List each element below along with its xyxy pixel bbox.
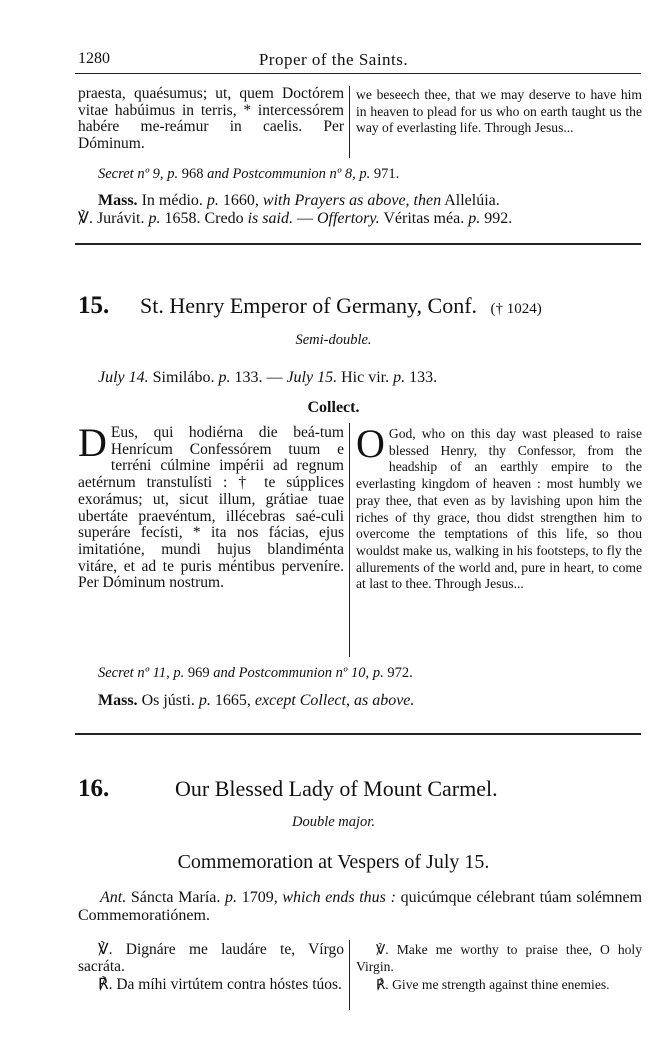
section-rule-2 [75,733,641,735]
feast-15-vigil: July 14. Similábo. p. 133. — July 15. Hic vir. p. 133. [98,369,438,386]
english-drop-cap: O [356,421,385,466]
versicle-latin: ℣. Dignáre me laudáre te, Vírgo sacráta. [78,941,344,975]
feast-16-number: 16. [78,775,110,802]
prev-collect-english: we beseech thee, that we may deserve to have him in heaven to plead for us who on earth taught us the way of everlasting life. Through Jesus... [356,87,642,136]
latin-drop-cap: D [78,420,107,465]
commemoration-heading: Commemoration at Vespers of July 15. [177,851,490,873]
prev-collect-latin: praesta, quaésumus; ut, quem Doctórem vitae habúimus in terris, * intercessórem habére me-reámur in caelis. Per Dóminum. [78,85,344,153]
prev-secret-note: Secret nº 9, p. 968 and Postcommunion nº 8, p. 971. [98,166,400,182]
response-english: ℟. Give me strength against thine enemies. [376,977,610,992]
feast-16-heading [78,775,498,803]
header-rule [75,73,641,74]
feast-15-collect-latin: D Eus, qui hodiérna die beá-tum Henrícum Confessórem tuum e terréni cúlmine impérii ad regnum aetérnum transtulísti : † te súpplices exorámus; ut, sicut illum, grátiae tuae ubertáte praevéntum, illécebras saé-culi superáre fecísti, * ita nos fácias, ejus imitatióne, mundi hujus blandiménta vitáre, et ad te puris méntibus perveníre. Per Dóminum nostrum. [78,420,344,592]
column-divider-15 [349,423,350,657]
prev-mass-line: Mass. In médio. p. 1660, with Prayers as above, then Allelúia. [98,192,500,209]
column-divider-16 [349,940,350,1010]
feast-15-rank: Semi-double. [295,332,372,348]
feast-15-title: St. Henry Emperor of Germany, Conf. [140,293,478,318]
column-divider [349,86,350,158]
antiphon: Ant. Sáncta María. p. 1709, which ends thus : quicúmque célebrant túam solémnem Commemoratiónem. [78,889,643,924]
versicle-english: ℣. Make me worthy to praise thee, O holy Virgin. [356,942,642,974]
running-title: Proper of the Saints. [258,50,409,69]
feast-15-collect-english: O God, who on this day wast pleased to raise blessed Henry, thy Confessor, from the headship of an earthly empire to the everlasting kingdom of heaven : most humbly we pray thee, that even as by lavishing upon him the riches of thy grace, thou didst strengthen him to overcome the temptations of this life, so thou wouldst make us, walking in his footsteps, to fly the allurements of the world and, pure in heart, to come at last to thee. Through Jesus... [356,421,642,592]
collect-heading: Collect. [307,399,360,416]
section-rule [75,243,641,245]
feast-15-heading [78,292,542,320]
page-number: 1280 [78,50,110,67]
feast-15-number: 15. [78,292,110,319]
prev-mass-line-2: ℣. Jurávit. p. 1658. Credo is said. — Offertory. Véritas méa. p. 992. [78,210,513,227]
response-latin: ℟. Da míhi virtútem contra hóstes túos. [98,976,342,993]
feast-16-title: Our Blessed Lady of Mount Carmel. [175,776,498,801]
feast-16-rank: Double major. [292,814,375,830]
feast-15-obit: († 1024) [490,301,542,317]
feast-15-mass: Mass. Os jústi. p. 1665, except Collect, as above. [98,692,415,709]
feast-15-secret: Secret nº 11, p. 969 and Postcommunion nº 10, p. 972. [98,665,413,681]
